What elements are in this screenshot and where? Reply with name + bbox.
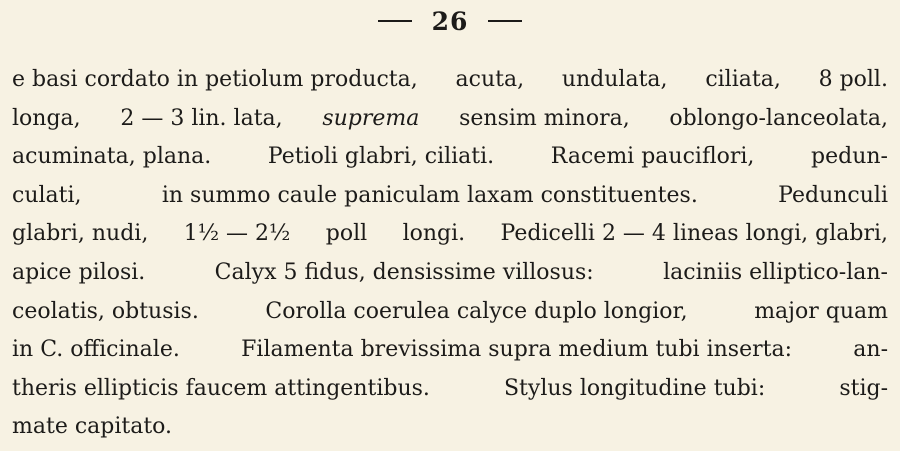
text-segment: oblongo-lanceolata, xyxy=(669,105,888,131)
text-segment: longi. xyxy=(402,221,466,247)
text-segment: poll xyxy=(325,221,368,247)
text-segment: Corolla coerulea calyce duplo longior, xyxy=(265,298,688,324)
text-segment: Pedicelli 2 — 4 lineas longi, glabri, xyxy=(500,221,888,247)
text-segment: mate capitato. xyxy=(12,414,173,440)
text-segment: undulata, xyxy=(561,67,668,92)
text-segment: Petioli glabri, ciliati. xyxy=(267,144,495,170)
text-line xyxy=(12,254,888,293)
text-segment: Racemi pauciflori, xyxy=(550,144,755,170)
text-segment: an- xyxy=(853,337,888,363)
text-line xyxy=(12,138,888,177)
text-segment: Calyx 5 fidus, densissime villosus: xyxy=(214,259,594,285)
text-line xyxy=(12,408,888,447)
text-segment: apice pilosi. xyxy=(12,259,146,285)
text-line xyxy=(12,61,888,100)
text-segment: stig- xyxy=(839,375,888,401)
text-segment: theris ellipticis faucem attingentibus. xyxy=(12,375,430,401)
text-segment: sensim minora, xyxy=(459,105,630,131)
text-segment: longa, xyxy=(12,105,81,131)
page-header xyxy=(12,6,888,38)
text-segment: glabri, nudi, xyxy=(12,221,149,247)
text-line xyxy=(12,100,888,139)
text-segment: in C. officinale. xyxy=(12,337,180,363)
text-segment: laciniis elliptico-lan- xyxy=(663,259,888,285)
text-segment: pedun- xyxy=(811,144,888,170)
text-segment: acuminata, plana. xyxy=(12,144,212,170)
text-segment: ceolatis, obtusis. xyxy=(12,298,199,324)
text-line xyxy=(12,331,888,370)
text-line xyxy=(12,370,888,409)
right-dash xyxy=(488,20,522,22)
text-segment: ciliata, xyxy=(705,67,781,92)
fraction-range: 1½ — 2½ xyxy=(183,221,291,247)
text-segment: Filamenta brevissima supra medium tubi inserta: xyxy=(241,337,792,363)
text-line xyxy=(12,177,888,216)
italic-term: suprema xyxy=(322,105,420,131)
text-segment: in summo caule paniculam laxam constituentes. xyxy=(161,182,698,208)
left-dash xyxy=(378,20,412,22)
text-segment: 2 — 3 lin. lata, xyxy=(120,105,283,131)
text-segment: acuta, xyxy=(455,67,525,92)
text-segment: Pedunculi xyxy=(778,182,888,208)
text-segment: e basi cordato in petiolum producta, xyxy=(12,67,418,92)
text-segment: Stylus longitudine tubi: xyxy=(503,375,766,401)
text-segment: 8 poll. xyxy=(818,67,888,92)
text-line xyxy=(12,293,888,332)
page-number: 26 xyxy=(431,7,469,36)
text-line xyxy=(12,215,888,254)
text-segment: culati, xyxy=(12,182,82,208)
body-text xyxy=(12,61,888,447)
text-segment: major quam xyxy=(754,298,888,324)
